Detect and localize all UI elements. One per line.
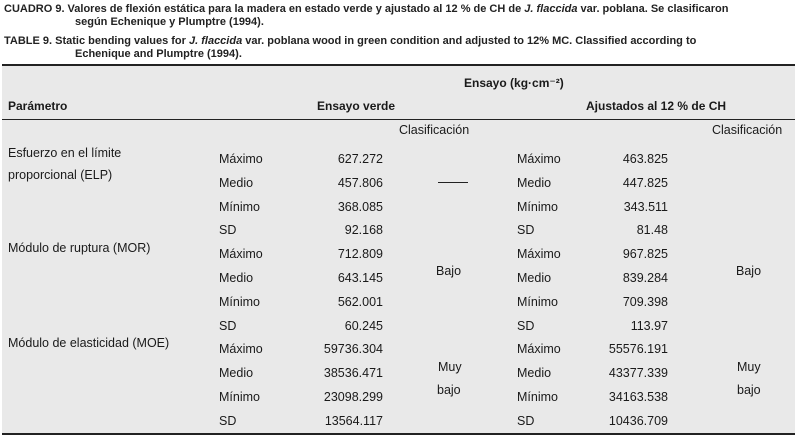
no-classification-dash (438, 182, 468, 183)
param-mor: Módulo de ruptura (MOR) (8, 241, 151, 255)
stat-label-green: Medio (219, 366, 254, 380)
value-green: 38536.471 (323, 366, 383, 380)
value-green: 13564.117 (324, 414, 383, 428)
stat-label-green: SD (219, 414, 237, 428)
stat-label-adjusted: Mínimo (517, 295, 558, 309)
stat-label-green: Máximo (219, 152, 263, 166)
value-adjusted: 55576.191 (608, 342, 668, 356)
value-adjusted: 447.825 (622, 176, 668, 190)
value-adjusted: 967.825 (622, 247, 668, 261)
stat-label-green: Mínimo (219, 200, 260, 214)
class-mor-green: Bajo (436, 264, 462, 278)
table-bottom-rule (2, 433, 795, 435)
column-header-parameter: Parámetro (8, 99, 68, 113)
caption-spanish (4, 3, 793, 29)
table-header-rule (2, 119, 795, 120)
data-table (2, 64, 795, 435)
caption-es-line2: según Echenique y Plumptre (1994). (75, 16, 264, 28)
value-adjusted: 839.284 (622, 271, 668, 285)
class-moe-green-2: bajo (437, 383, 461, 397)
classification-header-adjusted: Clasificación (712, 123, 783, 137)
value-green: 712.809 (337, 247, 383, 261)
stat-label-green: Mínimo (219, 390, 260, 404)
class-moe-adjusted-2: bajo (737, 383, 761, 397)
value-adjusted: 343.511 (623, 200, 668, 214)
stat-label-adjusted: Medio (517, 176, 552, 190)
table-top-rule (2, 64, 795, 66)
stat-label-adjusted: SD (517, 319, 535, 333)
value-green: 627.272 (337, 152, 383, 166)
value-adjusted: 709.398 (622, 295, 668, 309)
caption-es-suffix: var. poblana. Se clasificaron (580, 3, 729, 15)
stat-label-adjusted: Mínimo (517, 200, 558, 214)
stat-label-green: Medio (219, 176, 254, 190)
value-adjusted: 43377.339 (608, 366, 668, 380)
value-green: 23098.299 (323, 390, 383, 404)
stat-label-adjusted: Mínimo (517, 390, 558, 404)
stat-label-green: Medio (219, 271, 254, 285)
caption-en-line2: Echenique and Plumptre (1994). (75, 48, 242, 60)
param-elp-line2: proporcional (ELP) (8, 168, 113, 182)
stat-label-green: SD (219, 223, 237, 237)
caption-en-species: J. flaccida (189, 35, 243, 47)
stat-label-green: Máximo (219, 342, 263, 356)
stat-label-adjusted: Medio (517, 271, 552, 285)
value-adjusted: 34163.538 (608, 390, 668, 404)
value-green: 643.145 (337, 271, 383, 285)
stat-label-adjusted: SD (517, 223, 535, 237)
stat-label-adjusted: Medio (517, 366, 552, 380)
stat-label-adjusted: Máximo (517, 152, 561, 166)
value-green: 562.001 (337, 295, 383, 309)
stat-label-adjusted: Máximo (517, 247, 561, 261)
caption-es-species: J. flaccida (524, 3, 578, 15)
value-green: 457.806 (337, 176, 383, 190)
caption-es-prefix: CUADRO 9. Valores de flexión estática para la madera en estado verde y ajustado al 12 % de CH de (4, 3, 522, 15)
value-green: 59736.304 (323, 342, 383, 356)
param-moe: Módulo de elasticidad (MOE) (8, 336, 170, 350)
super-header: Ensayo (kg·cm⁻²) (464, 76, 564, 90)
caption-english (4, 35, 793, 61)
value-adjusted: 10436.709 (608, 414, 668, 428)
class-mor-adjusted: Bajo (736, 264, 762, 278)
value-adjusted: 463.825 (622, 152, 668, 166)
classification-header-green: Clasificación (399, 123, 470, 137)
caption-en-prefix: TABLE 9. Static bending values for (4, 35, 186, 47)
value-green: 60.245 (344, 319, 383, 333)
param-elp-line1: Esfuerzo en el límite (8, 146, 122, 160)
value-green: 92.168 (344, 223, 383, 237)
value-green: 368.085 (337, 200, 383, 214)
class-moe-green-1: Muy (438, 360, 462, 374)
column-header-adjusted: Ajustados al 12 % de CH (586, 99, 727, 113)
class-moe-adjusted-1: Muy (737, 360, 761, 374)
column-header-green: Ensayo verde (317, 99, 396, 113)
stat-label-adjusted: SD (517, 414, 535, 428)
caption-en-suffix: var. poblana wood in green condition and adjusted to 12% MC. Classified according to (245, 35, 697, 47)
value-adjusted: 113.97 (630, 319, 668, 333)
stat-label-green: Mínimo (219, 295, 260, 309)
value-adjusted: 81.48 (636, 223, 668, 237)
stat-label-green: SD (219, 319, 237, 333)
stat-label-adjusted: Máximo (517, 342, 561, 356)
stat-label-green: Máximo (219, 247, 263, 261)
